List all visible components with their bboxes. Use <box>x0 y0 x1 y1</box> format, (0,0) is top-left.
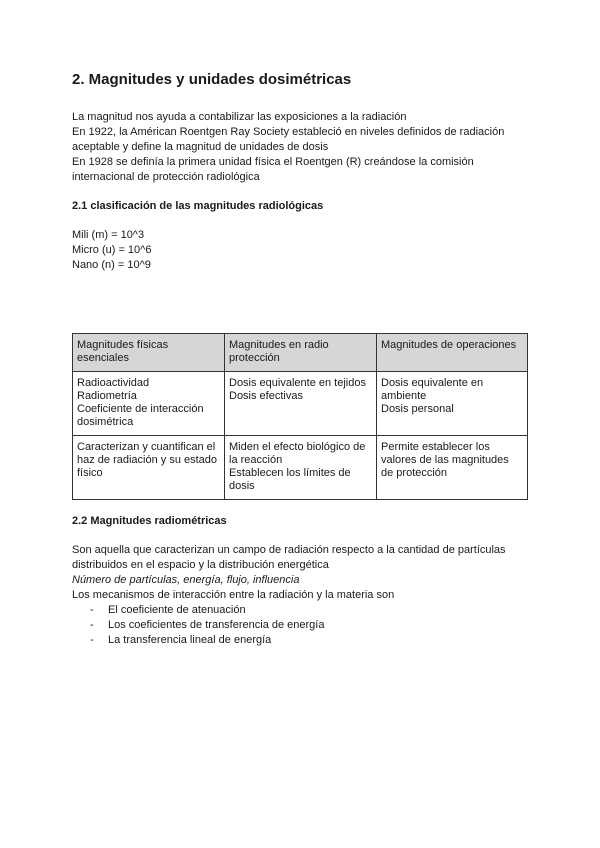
mechanisms-list <box>72 603 532 648</box>
list-item-text: La transferencia lineal de energía <box>108 634 272 646</box>
unit-prefix-nano: Nano (n) = 10^9 <box>72 259 151 271</box>
radiometric-description: Son aquella que caracterizan un campo de radiación respecto a la cantidad de partículas distribuidos en el espacio y la distribución energética <box>72 544 506 571</box>
unit-prefix-list <box>72 228 532 273</box>
intro-paragraph-3: En 1928 se definía la primera unidad física el Roentgen (R) creándose la comisión internacional de protección radiológica <box>72 156 474 183</box>
unit-prefix-micro: Micro (u) = 10^6 <box>72 244 152 256</box>
cell-line: Coeficiente de interacción dosimétrica <box>77 403 204 428</box>
cell-line: Caracterizan y cuantifican el haz de radiación y su estado físico <box>77 441 218 479</box>
list-item <box>90 633 532 648</box>
cell-line: Radiometría <box>77 390 137 402</box>
cell-line: Miden el efecto biológico de la reacción <box>229 441 366 466</box>
section-heading-radiometric: 2.2 Magnitudes radiométricas <box>72 515 227 527</box>
table-cell <box>225 436 377 500</box>
cell-line: Dosis equivalente en tejidos <box>229 377 366 389</box>
cell-line: Establecen los límites de dosis <box>229 467 351 492</box>
cell-line: Permite establecer los valores de las magnitudes de protección <box>381 441 509 479</box>
table-header-radioproteccion: Magnitudes en radio protección <box>225 334 377 372</box>
intro-paragraph-1: La magnitud nos ayuda a contabilizar las exposiciones a la radiación <box>72 111 407 123</box>
table-row <box>73 436 528 500</box>
list-item <box>90 618 532 633</box>
table-cell <box>73 436 225 500</box>
document-title: 2. Magnitudes y unidades dosimétricas <box>72 71 352 88</box>
cell-line: Dosis efectivas <box>229 390 303 402</box>
table-header-fisicas: Magnitudes físicas esenciales <box>73 334 225 372</box>
intro-block <box>72 110 532 185</box>
intro-paragraph-2: En 1922, la Américan Roentgen Ray Society estableció en niveles definidos de radiación aceptable y define la magnitud de unidades de dosis <box>72 126 505 153</box>
list-item-text: Los coeficientes de transferencia de energía <box>108 619 325 631</box>
table-header-operaciones: Magnitudes de operaciones <box>377 334 528 372</box>
table-cell <box>73 372 225 436</box>
section-heading-classification: 2.1 clasificación de las magnitudes radiológicas <box>72 200 324 212</box>
cell-line: Dosis personal <box>381 403 454 415</box>
mechanisms-intro: Los mecanismos de interacción entre la radiación y la materia son <box>72 589 395 601</box>
cell-line: Radioactividad <box>77 377 150 389</box>
unit-prefix-mili: Mili (m) = 10^3 <box>72 229 145 241</box>
magnitudes-table <box>72 333 528 500</box>
document-page <box>72 70 532 648</box>
table-cell <box>377 372 528 436</box>
dash-bullet: - <box>90 619 94 631</box>
dash-bullet: - <box>90 604 94 616</box>
dash-bullet: - <box>90 634 94 646</box>
list-item <box>90 603 532 618</box>
table-row <box>73 372 528 436</box>
cell-line: Dosis equivalente en ambiente <box>381 377 484 402</box>
table-cell <box>377 436 528 500</box>
list-item-text: El coeficiente de atenuación <box>108 604 246 616</box>
table-header-row <box>73 334 528 372</box>
radiometric-quantities: Número de partículas, energía, flujo, influencia <box>72 574 300 586</box>
table-cell <box>225 372 377 436</box>
